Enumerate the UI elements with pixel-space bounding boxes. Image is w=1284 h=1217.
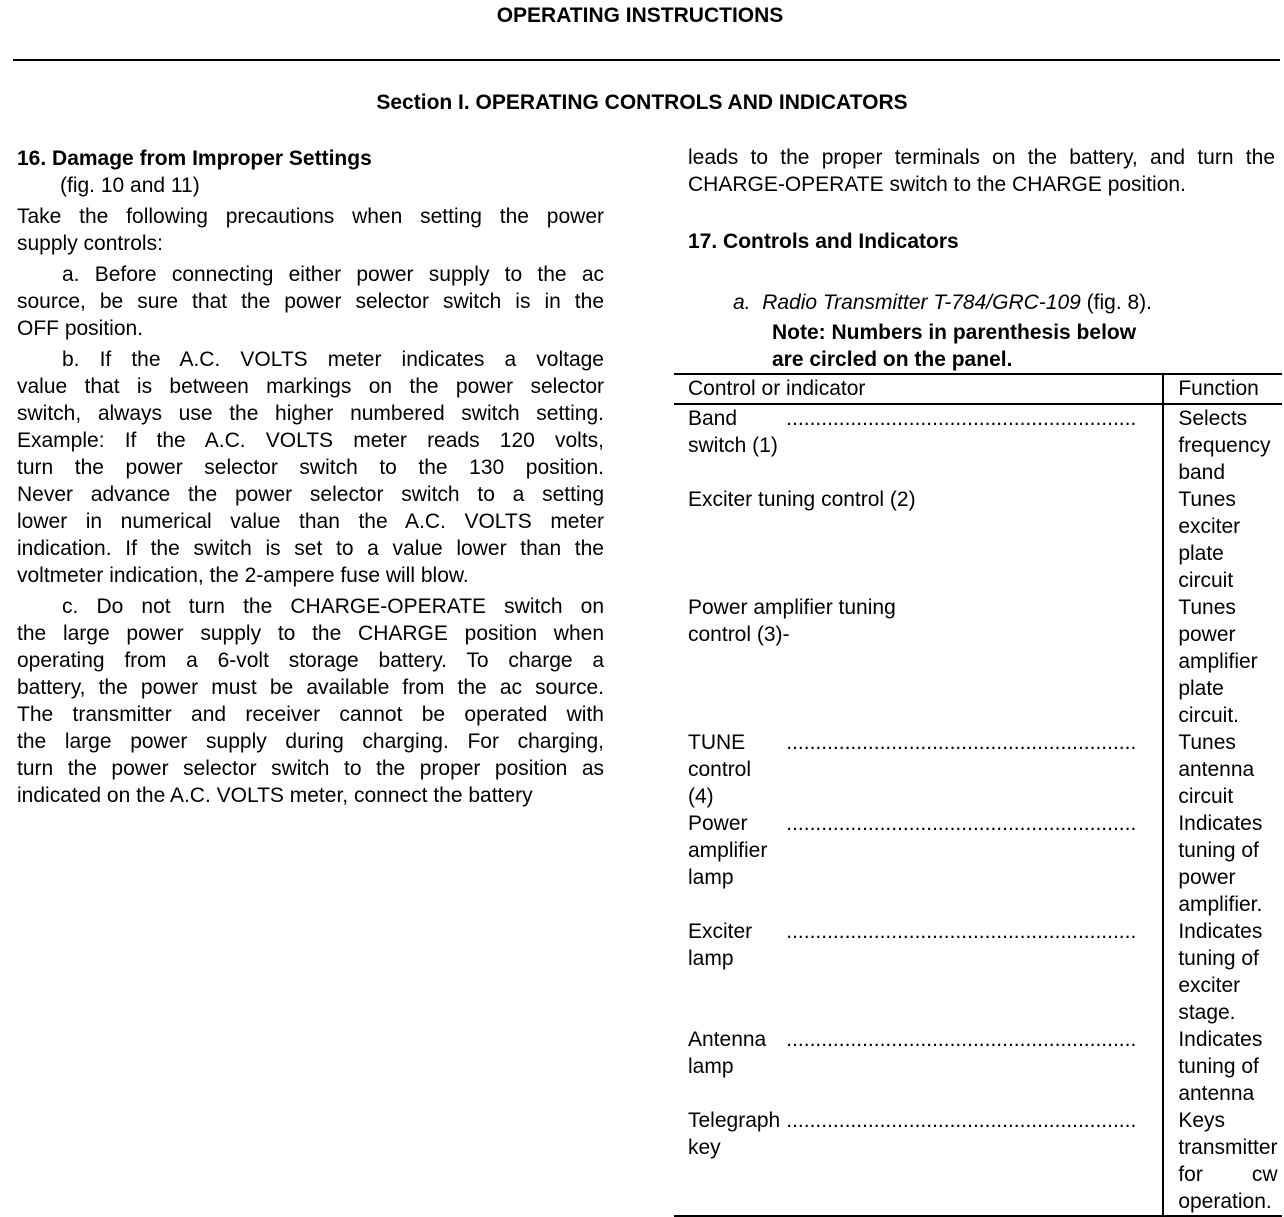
paragraph-heading: 16. Damage from Improper Settings xyxy=(17,147,372,170)
function-text: amplifier. xyxy=(1178,893,1263,916)
text-line: lower in numerical value than the A.C. VOLTS meter xyxy=(17,510,604,533)
control-name: Telegraph key xyxy=(688,1109,781,1159)
table-row xyxy=(674,486,1282,594)
control-cell xyxy=(674,729,1163,810)
header-divider xyxy=(13,59,1280,61)
text-line: c. Do not turn the CHARGE-OPERATE switch on xyxy=(62,595,604,618)
column-header: Control or indicator xyxy=(674,374,1163,404)
control-cell xyxy=(674,918,1163,1026)
text-line: switch, always use the higher numbered switch setting. xyxy=(17,402,604,425)
function-text: Indicates tuning of antenna xyxy=(1178,1028,1263,1105)
table-row xyxy=(674,1026,1282,1107)
control-name: TUNE control (4) xyxy=(688,731,752,808)
controls-table xyxy=(674,373,1282,1217)
text-line: supply controls: xyxy=(17,232,163,255)
right-column xyxy=(688,144,1275,373)
function-text: stage. xyxy=(1178,1001,1236,1024)
function-cell xyxy=(1163,486,1281,594)
control-name: Power amplifier lamp xyxy=(688,812,768,889)
leader-dots: ............................................................ xyxy=(786,1028,1137,1051)
function-cell xyxy=(1163,810,1281,918)
control-name: Exciter lamp xyxy=(688,920,753,970)
text-line: The transmitter and receiver cannot be operated with xyxy=(17,703,604,726)
function-cell xyxy=(1163,404,1281,486)
paragraph-heading: 17. Controls and Indicators xyxy=(688,230,959,253)
leader-dots: ............................................................ xyxy=(786,920,1137,943)
function-text: Keys transmitter for cw xyxy=(1178,1109,1278,1186)
figure-reference: (fig. 10 and 11) xyxy=(60,174,200,197)
function-text: plate circuit. xyxy=(1178,677,1239,727)
control-name: Power amplifier tuning xyxy=(688,596,896,619)
control-cell xyxy=(674,486,1163,594)
text-line: value that is between markings on the power selector xyxy=(17,375,604,398)
text-line: the large power supply to the CHARGE position when xyxy=(17,622,604,645)
text-line: battery, the power must be available from the ac source. xyxy=(17,676,604,699)
control-name: Antenna lamp xyxy=(688,1028,767,1078)
table-row xyxy=(674,1107,1282,1216)
text-line: a. Before connecting either power supply to the ac xyxy=(62,263,604,286)
function-cell xyxy=(1163,1107,1281,1216)
text-line: turn the power selector switch to the 130 position. xyxy=(17,456,604,479)
control-cell xyxy=(674,1026,1163,1107)
text-line: b. If the A.C. VOLTS meter indicates a voltage xyxy=(62,348,604,371)
text-line: voltmeter indication, the 2-ampere fuse will blow. xyxy=(17,564,469,587)
function-text: operation. xyxy=(1178,1190,1272,1213)
continuation-line: leads to the proper terminals on the battery, and turn the xyxy=(688,146,1275,169)
continuation-line: CHARGE-OPERATE switch to the CHARGE position. xyxy=(688,173,1186,196)
section-title: Section I. OPERATING CONTROLS AND INDICATORS xyxy=(376,91,908,114)
function-cell xyxy=(1163,594,1281,729)
function-cell xyxy=(1163,729,1281,810)
page-title: OPERATING INSTRUCTIONS xyxy=(496,4,784,27)
function-cell xyxy=(1163,1026,1281,1107)
note-line: Note: Numbers in parenthesis below xyxy=(772,321,1137,344)
table-row xyxy=(674,404,1282,486)
note-line: are circled on the panel. xyxy=(772,348,1013,371)
text-line: Example: If the A.C. VOLTS meter reads 120 volts, xyxy=(17,429,604,452)
text-line: the large power supply during charging. For charging, xyxy=(17,730,604,753)
paragraph xyxy=(17,346,604,589)
text-line: operating from a 6-volt storage battery. To charge a xyxy=(17,649,604,672)
table-row xyxy=(674,594,1282,729)
control-cell xyxy=(674,404,1163,486)
leader-dots: ............................................................ xyxy=(786,1109,1137,1132)
text-line: turn the power selector switch to the proper position as xyxy=(17,757,604,780)
function-text: Tunes power amplifier xyxy=(1178,596,1258,673)
function-text: Selects frequency band xyxy=(1178,407,1271,484)
table-row xyxy=(674,810,1282,918)
control-name: Band switch (1) xyxy=(688,407,778,457)
function-text: Indicates tuning of exciter xyxy=(1178,920,1263,997)
subparagraph-label: a. xyxy=(733,291,751,314)
text-line: Never advance the power selector switch to a setting xyxy=(17,483,604,506)
control-cell xyxy=(674,594,1163,729)
text-line: Take the following precautions when setting the power xyxy=(17,205,604,228)
text-line: indication. If the switch is set to a value lower than the xyxy=(17,537,604,560)
control-cell xyxy=(674,1107,1163,1216)
function-cell xyxy=(1163,918,1281,1026)
control-cell xyxy=(674,810,1163,918)
leader-dots: ............................................................ xyxy=(786,407,1137,430)
control-name: control (3)- xyxy=(688,623,790,646)
function-text: Tunes antenna circuit xyxy=(1178,731,1255,808)
paragraph xyxy=(17,261,604,342)
leader-dots: ............................................................ xyxy=(786,731,1137,754)
subparagraph-title: Radio Transmitter T-784/GRC-109 xyxy=(762,291,1081,314)
table-row xyxy=(674,729,1282,810)
paragraph xyxy=(17,593,604,809)
left-column xyxy=(17,145,604,809)
column-header: Function xyxy=(1163,374,1281,404)
function-text: Tunes exciter plate circuit xyxy=(1178,488,1241,592)
paragraph xyxy=(17,203,604,257)
control-name: Exciter tuning control (2) xyxy=(688,488,916,511)
table-row xyxy=(674,918,1282,1026)
leader-dots: ............................................................ xyxy=(786,812,1137,835)
function-text: Indicates tuning of power xyxy=(1178,812,1263,889)
text-line: source, be sure that the power selector switch is in the xyxy=(17,290,604,313)
text-line: indicated on the A.C. VOLTS meter, connect the battery xyxy=(17,784,533,807)
text-line: OFF position. xyxy=(17,317,144,340)
figure-reference: (fig. 8). xyxy=(1080,291,1152,314)
